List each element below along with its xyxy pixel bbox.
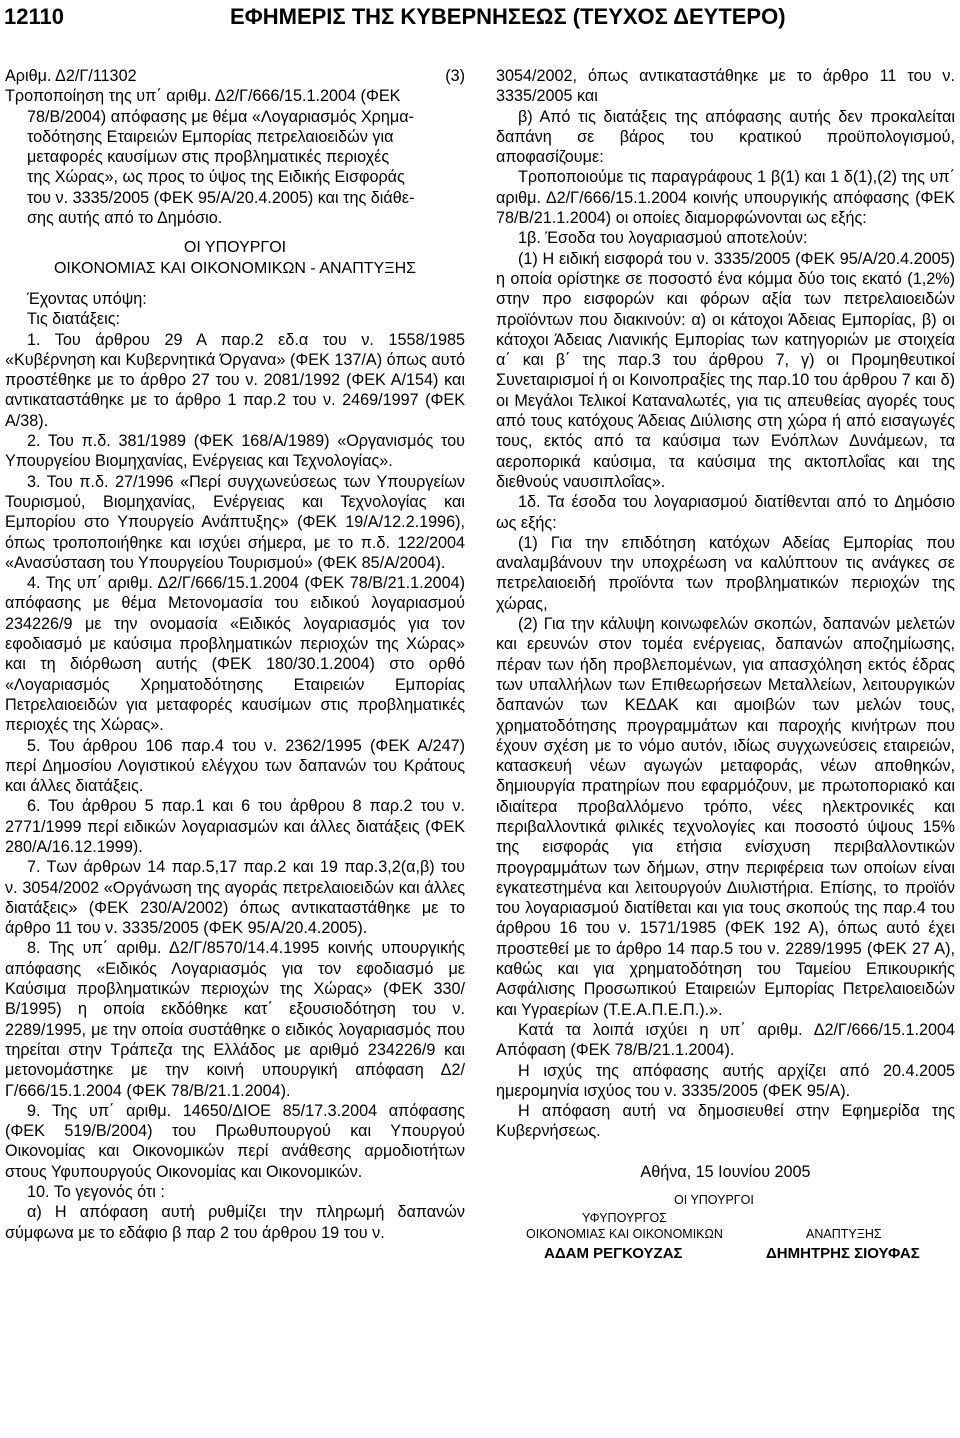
- paragraph-10a: α) Η απόφαση αυτή ρυθμίζει την πληρωμή δαπανών σύμφωνα με το εδάφιο β παρ 2 του άρθρου 19 του ν.: [5, 1203, 465, 1242]
- paragraph-7: 7. Των άρθρων 14 παρ.5,17 παρ.2 και 19 παρ.3,2(α,β) του ν. 3054/2002 «Οργάνωση της αγοράς πετρελαιοειδών και άλλες διατάξεις» (ΦΕΚ 230/Α/2002) όπως αντικαταστάθηκε με το άρθρο 11 του ν. 3335/2005 (ΦΕΚ 95/Α/20.4.2005).: [5, 858, 465, 938]
- continuation-text: 3054/2002, όπως αντικαταστάθηκε με το άρθρο 11 του ν. 3335/2005 και: [496, 67, 955, 106]
- signatory-1: ΑΔΑΜ ΡΕΓΚΟΥΖΑΣ: [544, 1245, 683, 1263]
- provisions-label: Τις διατάξεις:: [27, 310, 121, 329]
- section-1d-heading: 1δ. Τα έσοδα του λογαριασμού διατίθενται από το Δημόσιο ως εξής:: [496, 493, 955, 532]
- left-column: [5, 66, 465, 1243]
- decision-title-line: μεταφορές καυσίμων στις προβληματικές περιοχές: [27, 148, 390, 167]
- ministers-heading: ΟΙ ΥΠΟΥΡΓΟΙ: [183, 239, 287, 257]
- decision-index: (3): [445, 67, 465, 85]
- ministry-development-label: ΑΝΑΠΤΥΞΗΣ: [806, 1227, 882, 1242]
- section-1b-heading: 1β. Έσοδα του λογαριασμού αποτελούν:: [518, 229, 808, 248]
- decision-title-line: τοδότησης Εταιρειών Εμπορίας πετρελαιοειδών για: [27, 127, 394, 146]
- paragraph-6: 6. Του άρθρου 5 παρ.1 και 6 του άρθρου 8 παρ.2 του ν. 2771/1999 περί ειδικών λογαριασμών και άλλες διατάξεις (ΦΕΚ 280/Α/16.12.1999).: [5, 797, 465, 856]
- signature-block: [496, 1182, 955, 1312]
- clause-b: β) Από τις διατάξεις της απόφασης αυτής δεν προκαλείται δαπάνη σε βάρος του κρατικού προϋπολογισμού, αποφασίζουμε:: [496, 107, 955, 167]
- amendment-intro: Τροποποιούμε τις παραγράφους 1 β(1) και 1 δ(1),(2) της υπ΄ αριθμ. Δ2/Γ/666/15.1.2004 κοινής υπουργικής απόφασης (ΦΕΚ 78/Β/21.1.2004) οι οποίες διαμορφώνονται ως εξής:: [496, 168, 955, 228]
- paragraph-5: 5. Του άρθρου 106 παρ.4 του ν. 2362/1995 (ΦΕΚ Α/247) περί Δημοσίου Λογιστικού ελέγχου των δαπανών του Κράτους και άλλες διατάξεις.: [5, 736, 465, 796]
- paragraph-1: 1. Του άρθρου 29 Α παρ.2 εδ.α του ν. 1558/1985 «Κυβέρνηση και Κυβερνητικά Όργανα» (ΦΕΚ 137/Α) όπως αυτό προστέθηκε με το άρθρο 27 του ν. 2081/1992 (ΦΕΚ Α/154) και αντικαταστάθηκε με το άρθρο 1 παρ.2 του ν. 2469/1997 (ΦΕΚ Α/38).: [5, 330, 465, 430]
- right-column: [496, 66, 955, 1312]
- ministers-label: ΟΙ ΥΠΟΥΡΓΟΙ: [674, 1193, 754, 1208]
- signatory-2: ΔΗΜΗΤΡΗΣ ΣΙΟΥΦΑΣ: [766, 1245, 920, 1263]
- effective-date: Η ισχύς της απόφασης αυτής αρχίζει από 20.4.2005 ημερομηνία ισχύος του ν. 3335/2005 (ΦΕΚ 95/Α).: [496, 1061, 955, 1100]
- decision-title-line: Τροποποίηση της υπ΄ αριθμ. Δ2/Γ/666/15.1.2004 (ΦΕΚ: [5, 87, 401, 106]
- paragraph-8: 8. Της υπ΄ αριθμ. Δ2/Γ/8570/14.4.1995 κοινής υπουργικής απόφασης «Ειδικός Λογαριασμός για τον εφοδιασμό με Καύσιμα προβληματικών περιοχών της Χώρας» (ΦΕΚ 330/Β/1995) η οποία εκδόθηκε κατ΄ εξουσιοδότηση του ν. 2289/1995, με την οποία συστάθηκε ο ειδικός λογαριασμός που τηρείται στην Τράπεζα της Ελλάδος με αριθμό 234226/9 και μετονομάστηκε με την κοινή υπουργική απόφαση Δ2/Γ/666/15.1.2004 (ΦΕΚ 78/Β/21.1.2004).: [5, 939, 465, 1100]
- page-number: 12110: [4, 4, 64, 29]
- having-considered: Έχοντας υπόψη:: [27, 289, 147, 308]
- paragraph-4: 4. Της υπ΄ αριθμ. Δ2/Γ/666/15.1.2004 (ΦΕΚ 78/Β/21.1.2004) απόφασης με θέμα Μετονομασία του ειδικού λογαριασμού 234226/9 με την ονομασία «Ειδικός λογαριασμός για τον εφοδιασμό με καύσιμα προβληματικών περιοχών της Χώρας» και τη διόρθωση αυτής (ΦΕΚ 180/30.1.2004) στο ορθό «Λογαριασμός Χρηματοδότησης Εταιρειών Εμπορίας Πετρελαιοειδών για μεταφορές καυσίμων στις προβληματικές περιοχές της Χώρας».: [5, 574, 465, 735]
- decision-number: Αριθμ. Δ2/Γ/11302: [5, 67, 137, 85]
- section-1d-item-1: (1) Για την επιδότηση κατόχων Αδείας Εμπορίας που αναλαμβάνουν την υποχρέωση να καλύπτουν τις ανάγκες σε πετρελαιοειδή προϊόντα των προβληματικών περιοχών της χώρας,: [496, 533, 955, 613]
- paragraph-9: 9. Της υπ΄ αριθμ. 14650/ΔΙΟΕ 85/17.3.2004 απόφασης (ΦΕΚ 519/Β/2004) του Πρωθυπουργού και Υπουργού Οικονομίας και Οικονομικών περί ανάθεσης αρμοδιοτήτων στους Υφυπουργούς Οικονομίας και Οικονομικών.: [5, 1101, 465, 1181]
- page-header: [0, 0, 960, 40]
- remaining-validity: Κατά τα λοιπά ισχύει η υπ΄ αριθμ. Δ2/Γ/666/15.1.2004 Απόφαση (ΦΕΚ 78/Β/21.1.2004).: [496, 1020, 955, 1060]
- deputy-minister-label: ΥΦΥΠΟΥΡΓΟΣ: [582, 1211, 667, 1226]
- decision-heading: [5, 66, 465, 86]
- decision-title-line: της Χώρας», ως προς το ύψος της Ειδικής Εισφοράς: [27, 168, 405, 187]
- paragraph-2: 2. Του π.δ. 381/1989 (ΦΕΚ 168/Α/1989) «Οργανισμός του Υπουργείου Βιομηχανίας, Ενέργειας και Τεχνολογίας».: [5, 432, 465, 471]
- date-line: Αθήνα, 15 Ιουνίου 2005: [640, 1162, 811, 1181]
- decision-title-line: του ν. 3335/2005 (ΦΕΚ 95/Α/20.4.2005) και της διάθε-: [27, 188, 415, 207]
- decision-title-line: σης αυτής από το Δημόσιο.: [27, 209, 223, 228]
- section-1d-item-2: (2) Για την κάλυψη κοινωφελών σκοπών, δαπανών μελετών και ερευνών στον τομέα ενέργειας, δαπανών αποζημίωσης, πέραν των ήδη προβλεπομένων, για απασχόληση εκτός έδρας των υπαλλήλων των Επιθεωρήσεων Μεταλλείων, λειτουργικών δαπανών των ΚΕΔΑΚ και αμοιβών των μελών τους, χρηματοδότησης προγραμμάτων και παροχής κινήτρων που έχουν σχέση με το νόμο αυτόν, ιδίως συγχωνεύσεις εταιρειών, κατασκευή νέων αγωγών μεταφοράς, νέων αποθηκών, δημιουργία πρατηρίων που εφαρμόζουν, με πρωτοποριακό και ιδιαίτερα προβαλλόμενο τρόπο, νέες ηλεκτρονικές και περιβαλλοντικά φιλικές τεχνολογίες και ποσοστό ύψους 15% της εισφοράς για ετήσια ενίσχυση περιβαλλοντικών προγραμμάτων των δήμων, στην περιφέρεια των οποίων είναι εγκατεστημένα και λειτουργούν Διυλιστήρια. Επίσης, το προϊόν του λογαριασμού διατίθεται και για τους σκοπούς της παρ.4 του άρθρου 16 του ν. 1571/1985 (ΦΕΚ 192 Α), όπως αυτό έχει προστεθεί με το άρθρο 14 παρ.5 του ν. 2289/1995 (ΦΕΚ 27 Α), καθώς και για χρηματοδότηση του Ταμείου Επικουρικής Ασφάλισης Προσωπικού Εταιρειών Εμπορίας Πετρελαιοειδών και Υγραερίων (Τ.Ε.Α.Π.Ε.Π.).».: [496, 615, 955, 1019]
- publication-order: Η απόφαση αυτή να δημοσιευθεί στην Εφημερίδα της Κυβερνήσεως.: [496, 1102, 955, 1141]
- ministry-economy-label: ΟΙΚΟΝΟΜΙΑΣ ΚΑΙ ΟΙΚΟΝΟΜΙΚΩΝ: [526, 1227, 723, 1242]
- paragraph-3: 3. Του π.δ. 27/1996 «Περί συγχωνεύσεως των Υπουργείων Τουρισμού, Βιομηχανίας, Ενέργειας και Τεχνολογίας και Εμπορίου στο Υπουργείο Ανάπτυξης» (ΦΕΚ 19/Α/12.2.1996), όπως τροποποιήθηκε και ισχύει σήμερα, με το π.δ. 122/2004 «Ανασύσταση του Υπουργείου Τουρισμού» (ΦΕΚ 85/Α/2004).: [5, 472, 465, 572]
- decision-title-line: 78/Β/2004) απόφασης με θέμα «Λογαριασμός Χρημα-: [27, 107, 414, 126]
- section-1b-item-1: (1) Η ειδική εισφορά του ν. 3335/2005 (ΦΕΚ 95/Α/20.4.2005) η οποία ορίστηκε σε ποσοστό ένα κόμμα δύο τοις εκατό (1,2%) στην προ εισφορών και φόρων αξία των πετρελαιοειδών προϊόντων που διακινούν: α) οι κάτοχοι Άδειας Εμπορίας, β) οι κάτοχοι Άδειας Λιανικής Εμπορίας των κατηγοριών με στοιχεία α΄ και β΄ της παρ.3 του άρθρου 7, γ) οι Προμηθευτικοί Συνεταιρισμοί ή οι Κοινοπραξίες της παρ.10 του άρθρου 7 και δ) οι Μεγάλοι Τελικοί Καταναλωτές, για τις απευθείας αγορές τους από τους κατόχους Άδειας Διύλισης στη χώρα ή από εισαγωγές τους, εκτός από τα καύσιμα των Ενόπλων Δυνάμεων, τα αεροπορικά καύσιμα, τα καύσιμα της ακτοπλοΐας και της διεθνούς ναυσιπλοΐας».: [496, 249, 955, 491]
- paragraph-10: 10. Το γεγονός ότι :: [27, 1183, 165, 1202]
- ministry-heading: ΟΙΚΟΝΟΜΙΑΣ ΚΑΙ ΟΙΚΟΝΟΜΙΚΩΝ - ΑΝΑΠΤΥΞΗΣ: [53, 259, 417, 277]
- gazette-title: ΕΦΗΜΕΡΙΣ ΤΗΣ ΚΥΒΕΡΝΗΣΕΩΣ (ΤΕΥΧΟΣ ΔΕΥΤΕΡΟ): [230, 4, 786, 29]
